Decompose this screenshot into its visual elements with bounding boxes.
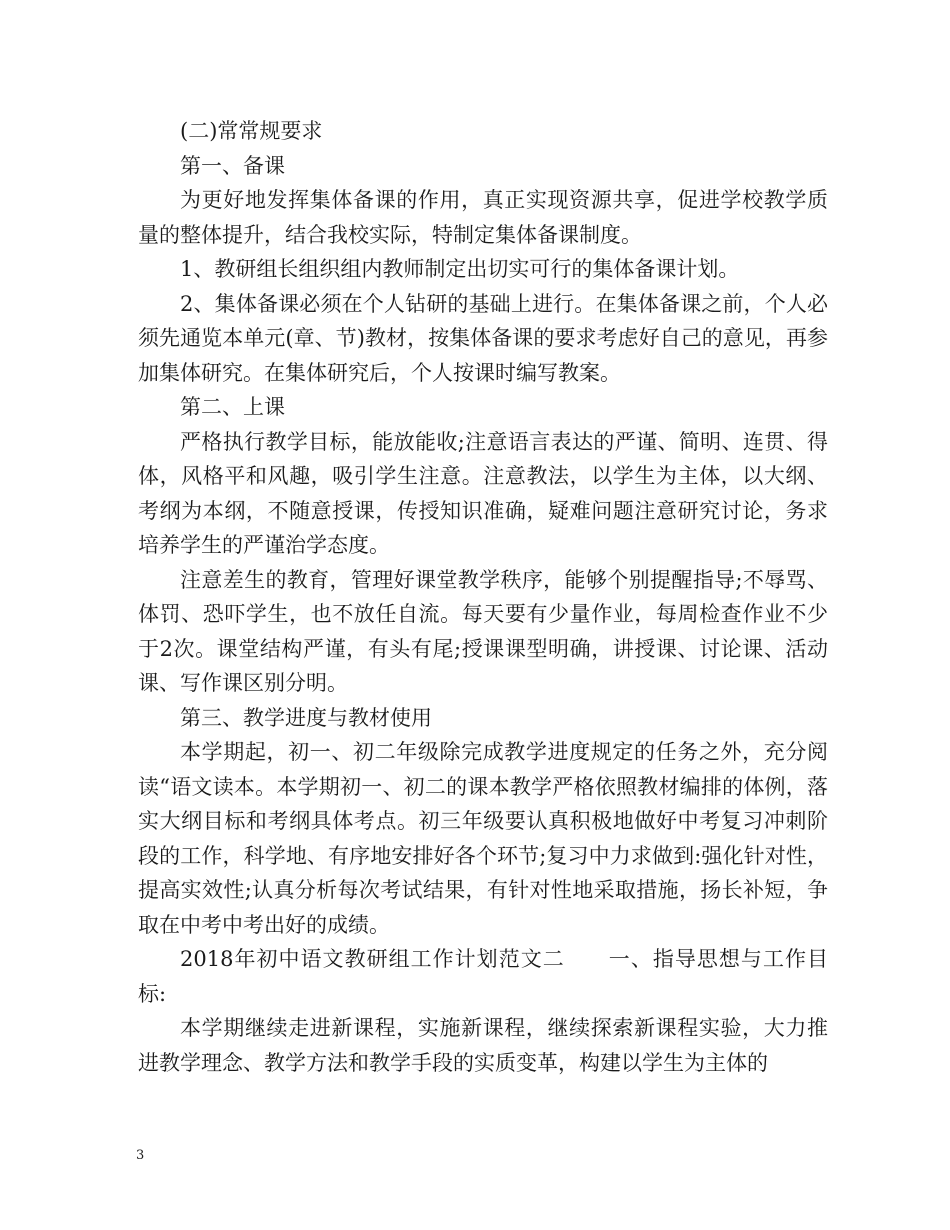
paragraph: 为更好地发挥集体备课的作用，真正实现资源共享，促进学校教学质量的整体提升，结合我校实际，特制定集体备课制度。 xyxy=(138,188,828,247)
subsection-heading-progress: 第三、教学进度与教材使用 xyxy=(180,705,432,730)
paragraph: 本学期继续走进新课程，实施新课程，继续探索新课程实验，大力推进教学理念、教学方法和教学手段的实质变革，构建以学生为主体的 xyxy=(138,1016,828,1075)
paragraph: 2018年初中语文教研组工作计划范文二 一、指导思想与工作目标: xyxy=(138,947,828,1006)
subsection-heading-class: 第二、上课 xyxy=(180,395,285,419)
subsection-heading-lesson-prep: 第一、备课 xyxy=(180,153,285,178)
paragraph: 本学期起，初一、初二年级除完成教学进度规定的任务之外，充分阅读“语文读本。本学期初一、初二的课本教学严格依照教材编排的体例，落实大纲目标和考纲具体考点。初三年级要认真积极地做好中考复习冲刺阶段的工作，科学地、有序地安排好各个环节;复习中力求做到:强化针对性，提高实效性;认真分析每次考试结果，有针对性地采取措施，扬长补短，争取在中考中考出好的成绩。 xyxy=(138,740,828,937)
page-number: 3 xyxy=(136,1148,145,1163)
paragraph: 严格执行教学目标，能放能收;注意语言表达的严谨、简明、连贯、得体，风格平和风趣，吸引学生注意。注意教法，以学生为主体，以大纲、考纲为本纲，不随意授课，传授知识准确，疑难问题注意研究讨论，务求培养学生的严谨治学态度。 xyxy=(138,429,828,557)
document-body xyxy=(138,114,828,1080)
paragraph: 2、集体备课必须在个人钻研的基础上进行。在集体备课之前，个人必须先通览本单元(章、节)教材，按集体备课的要求考虑好自己的意见，再参加集体研究。在集体研究后，个人按课时编写教案。 xyxy=(138,291,828,385)
paragraph: 注意差生的教育，管理好课堂教学秩序，能够个别提醒指导;不辱骂、体罚、恐吓学生，也不放任自流。每天要有少量作业，每周检查作业不少于2次。课堂结构严谨，有头有尾;授课课型明确，讲授课、讨论课、活动课、写作课区别分明。 xyxy=(138,567,828,695)
section-heading: (二)常常规要求 xyxy=(180,119,323,143)
paragraph: 1、教研组长组织组内教师制定出切实可行的集体备课计划。 xyxy=(180,257,740,281)
